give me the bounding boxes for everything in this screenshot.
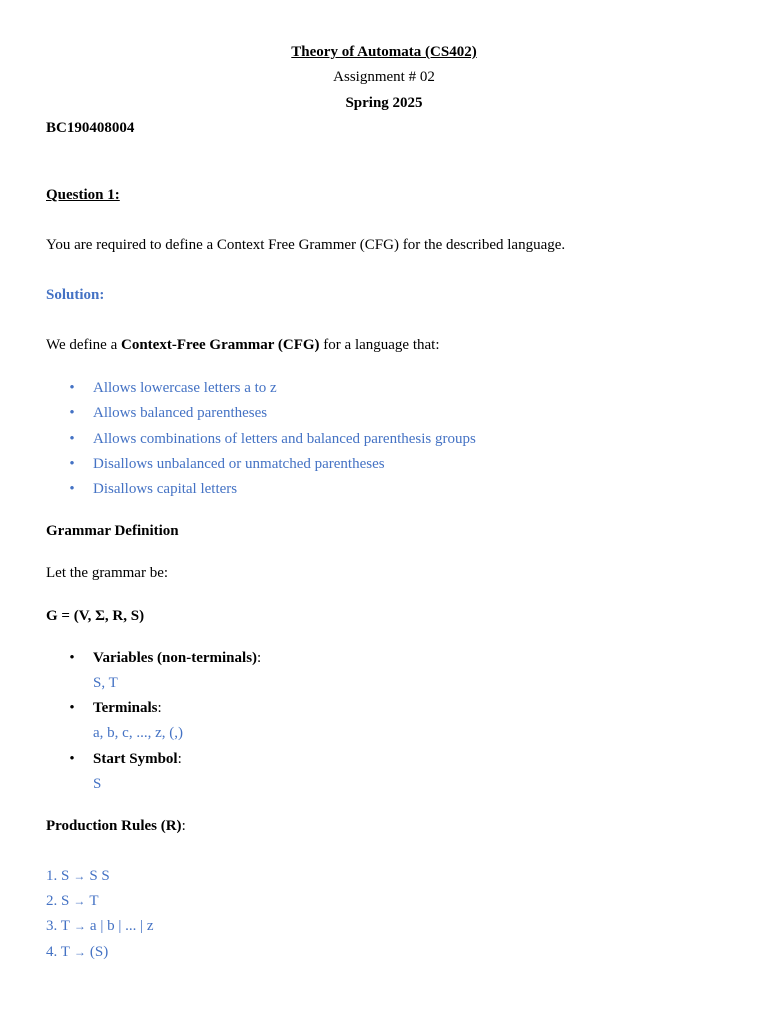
rule-lhs: 3. T xyxy=(46,918,70,934)
feature-item: Disallows capital letters xyxy=(93,481,238,497)
rule-lhs: 2. S xyxy=(46,893,70,909)
rule-rhs: T xyxy=(89,893,99,909)
start-symbol-value: S xyxy=(93,776,102,792)
right-arrow-icon: → xyxy=(73,945,86,959)
component-label xyxy=(93,750,182,768)
semester: Spring 2025 xyxy=(345,95,423,111)
feature-item: Allows balanced parentheses xyxy=(93,405,268,421)
grammar-tuple: G = (V, Σ, R, S) xyxy=(46,608,145,624)
right-arrow-icon: → xyxy=(73,894,86,908)
terminals-value: a, b, c, ..., z, (,) xyxy=(93,725,183,741)
solution-intro xyxy=(46,336,440,354)
label-colon: : xyxy=(157,700,162,716)
right-arrow-icon: → xyxy=(73,919,86,933)
solution-heading: Solution: xyxy=(46,287,105,303)
bullet-icon: • xyxy=(69,456,75,472)
assignment-number: Assignment # 02 xyxy=(333,69,435,85)
course-title: Theory of Automata (CS402) xyxy=(291,44,477,60)
label-colon: : xyxy=(181,818,186,834)
terminals-label: Terminals xyxy=(93,700,158,716)
rule-rhs: S S xyxy=(89,868,110,884)
intro-bold: Context-Free Grammar (CFG) xyxy=(121,337,320,353)
feature-item: Allows lowercase letters a to z xyxy=(93,380,277,396)
rule-rhs: (S) xyxy=(89,944,109,960)
production-rule xyxy=(46,867,110,885)
rule-rhs: a | b | ... | z xyxy=(89,918,154,934)
variables-value: S, T xyxy=(93,675,118,691)
production-rule xyxy=(46,943,108,961)
component-label xyxy=(93,649,261,667)
label-colon: : xyxy=(257,650,262,666)
feature-item: Allows combinations of letters and balanced parenthesis groups xyxy=(93,431,476,447)
bullet-icon: • xyxy=(69,380,75,396)
rule-lhs: 1. S xyxy=(46,868,70,884)
bullet-icon: • xyxy=(69,650,75,666)
component-label xyxy=(93,699,162,717)
production-rule xyxy=(46,892,99,910)
bullet-icon: • xyxy=(69,431,75,447)
feature-item: Disallows unbalanced or unmatched parentheses xyxy=(93,456,385,472)
rules-heading-label: Production Rules (R) xyxy=(46,818,182,834)
intro-prefix: We define a xyxy=(46,337,121,353)
bullet-icon: • xyxy=(69,700,75,716)
grammar-heading: Grammar Definition xyxy=(46,523,179,539)
intro-suffix: for a language that: xyxy=(319,337,440,353)
bullet-icon: • xyxy=(69,481,75,497)
start-symbol-label: Start Symbol xyxy=(93,751,178,767)
production-rule xyxy=(46,917,153,935)
student-id: BC190408004 xyxy=(46,120,135,136)
variables-label: Variables (non-terminals) xyxy=(93,650,258,666)
label-colon: : xyxy=(177,751,182,767)
rule-lhs: 4. T xyxy=(46,944,70,960)
question-heading: Question 1: xyxy=(46,187,120,203)
bullet-icon: • xyxy=(69,405,75,421)
grammar-intro: Let the grammar be: xyxy=(46,565,169,581)
bullet-icon: • xyxy=(69,751,75,767)
question-text: You are required to define a Context Free Grammer (CFG) for the described language. xyxy=(46,237,566,253)
rules-heading xyxy=(46,817,186,835)
right-arrow-icon: → xyxy=(73,869,86,883)
